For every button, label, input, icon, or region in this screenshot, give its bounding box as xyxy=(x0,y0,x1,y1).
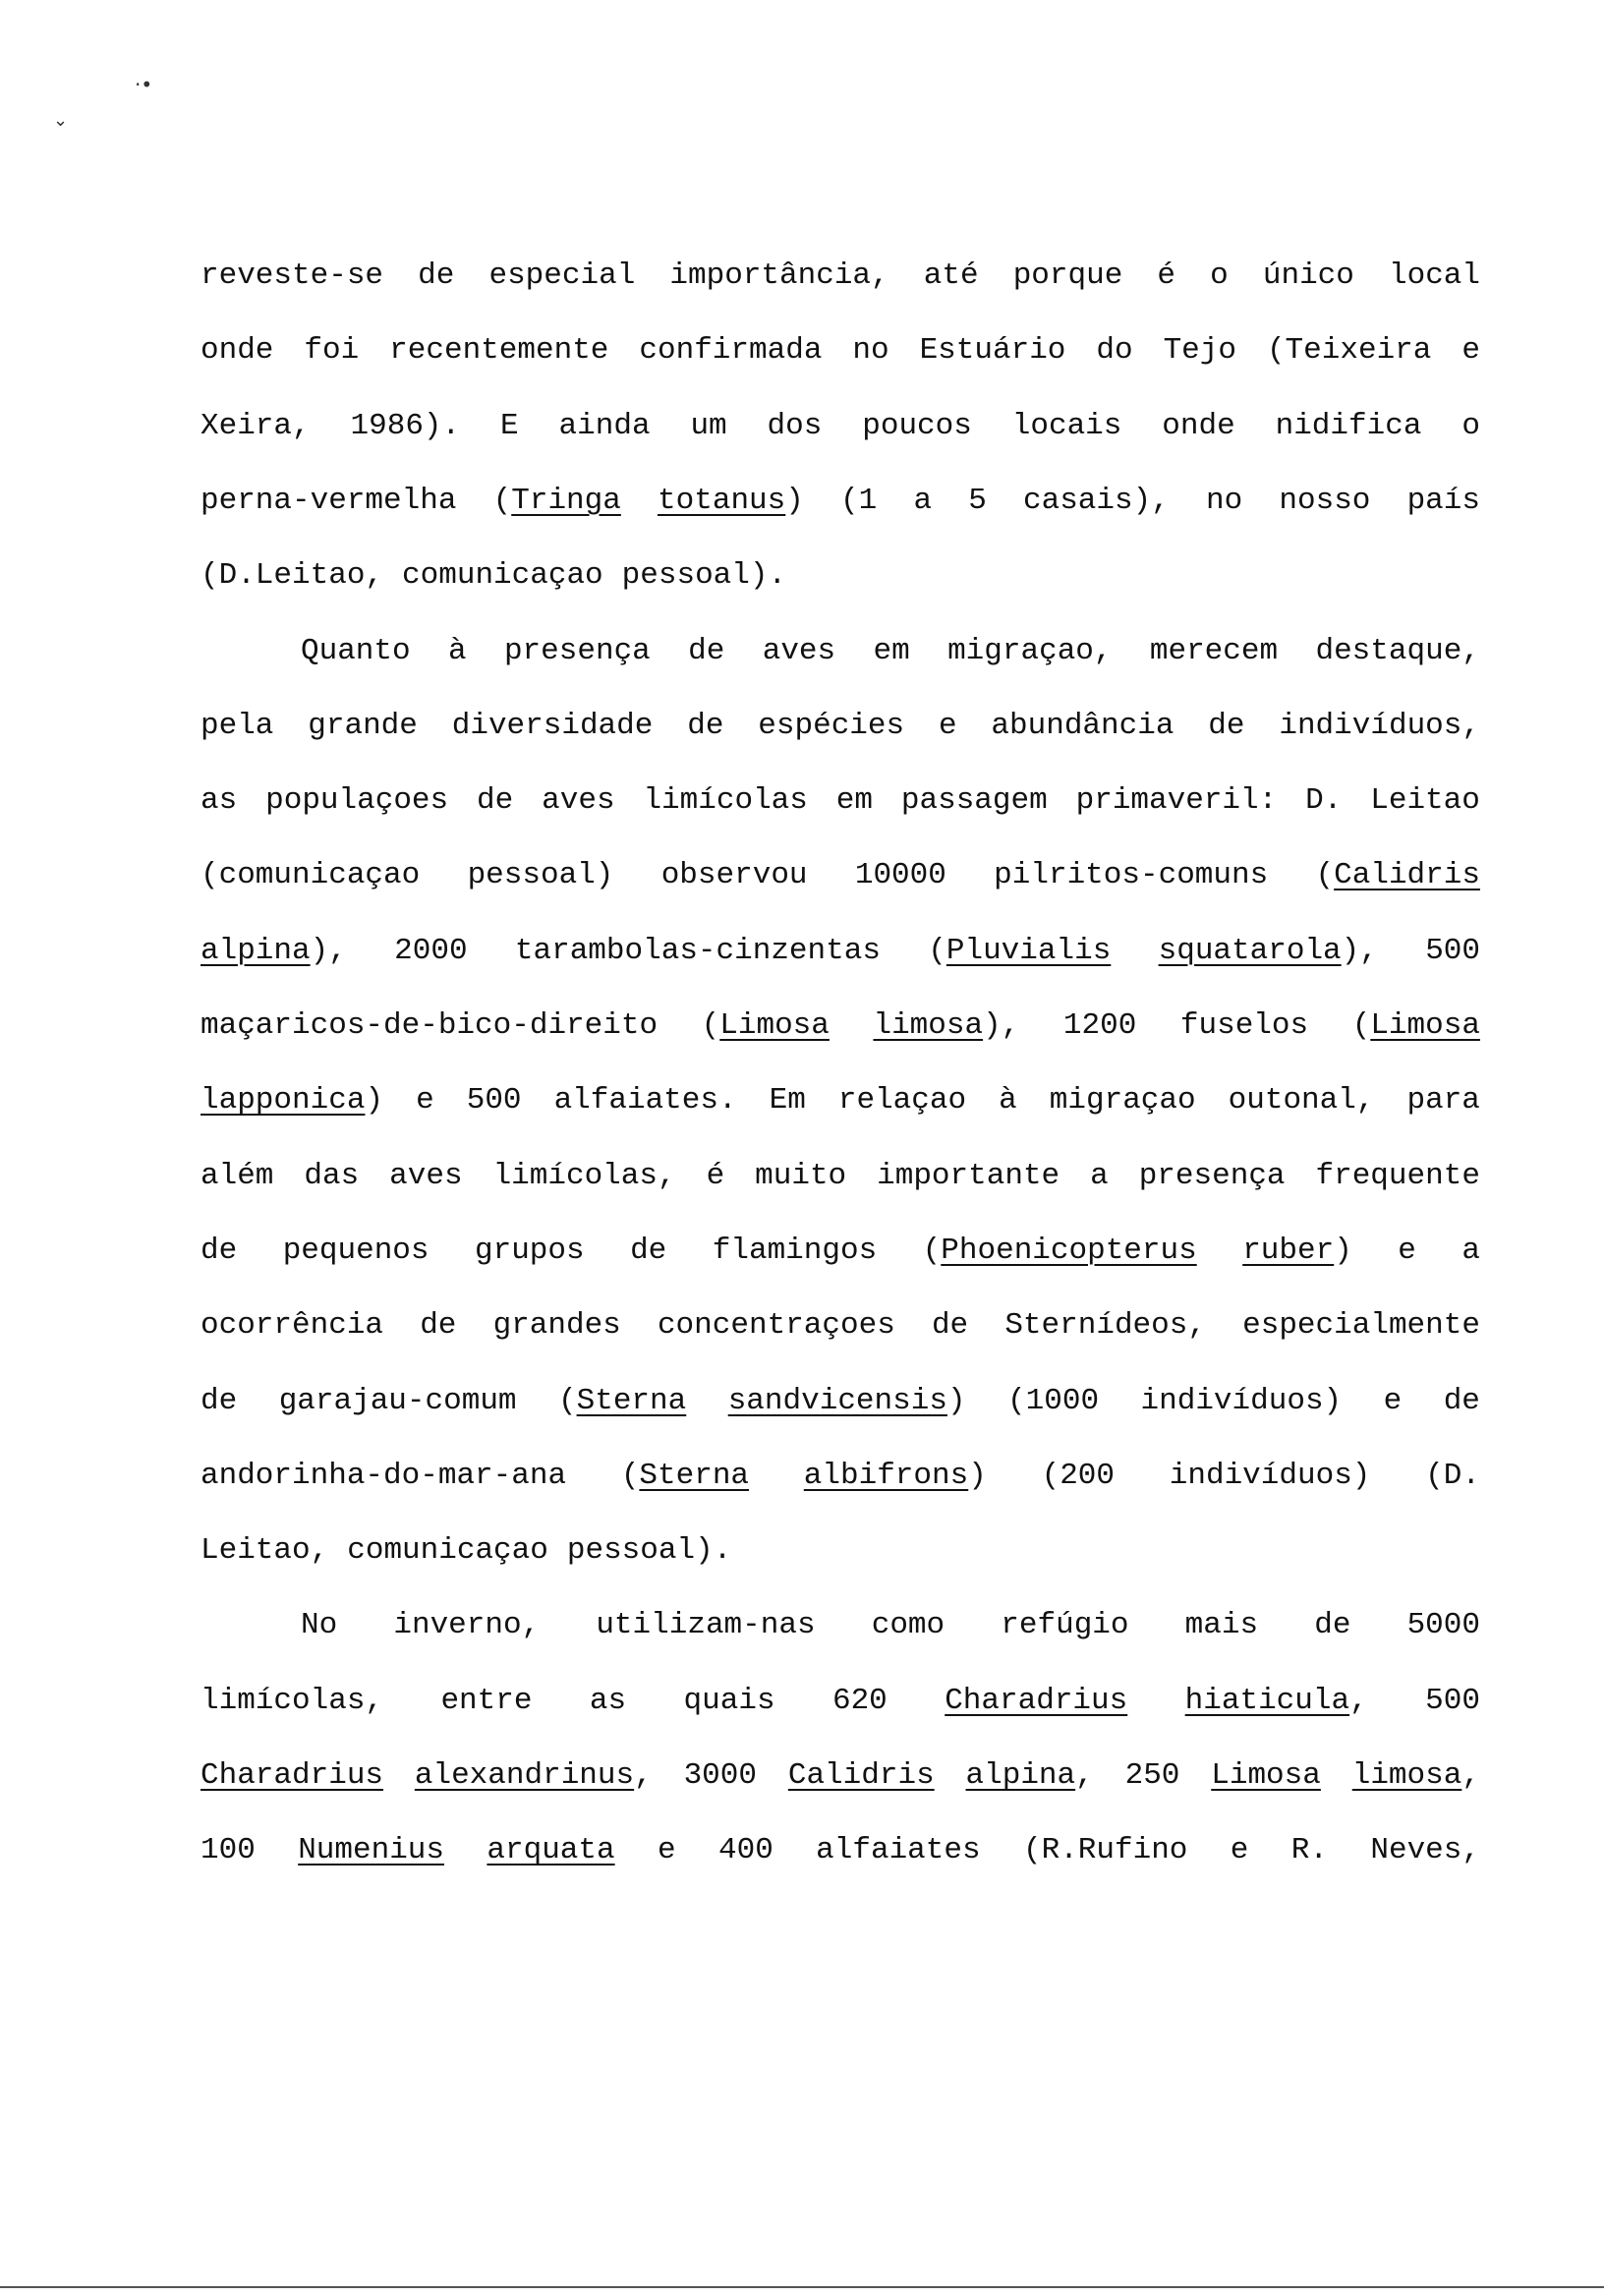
word: em xyxy=(835,783,873,819)
word: importância, xyxy=(669,258,889,293)
word: de xyxy=(1314,1608,1351,1643)
word: migraçao, xyxy=(947,633,1113,668)
word: nidifica xyxy=(1275,408,1422,443)
word: grande xyxy=(308,708,418,743)
punctuation: ) xyxy=(785,483,804,518)
text-line xyxy=(200,1076,1480,1125)
punctuation: ) xyxy=(1334,1233,1352,1268)
word: grandes xyxy=(492,1308,621,1344)
species-name: Charadrius xyxy=(200,1758,384,1793)
species-name: Sterna xyxy=(576,1383,687,1418)
word: das xyxy=(304,1158,360,1193)
text-line xyxy=(200,1152,1480,1201)
word xyxy=(200,1751,383,1801)
punctuation: , xyxy=(1461,1758,1480,1793)
word xyxy=(658,477,804,526)
word: andorinha-do-mar-ana xyxy=(200,1458,567,1493)
species-name: limosa xyxy=(1351,1758,1462,1793)
punctuation: ) xyxy=(365,1083,384,1119)
word: pessoal) xyxy=(467,858,614,893)
word xyxy=(804,1452,987,1501)
word: especial xyxy=(488,258,636,293)
punctuation: ), xyxy=(310,933,347,968)
word: único xyxy=(1262,258,1354,293)
word: de xyxy=(688,633,725,668)
text-line xyxy=(200,326,1480,375)
word: país xyxy=(1406,483,1480,518)
word: e xyxy=(938,708,957,743)
word xyxy=(415,1751,653,1801)
punctuation: ( xyxy=(1315,858,1335,893)
word: e xyxy=(1230,1833,1249,1868)
word: mais xyxy=(1184,1608,1259,1643)
word: E xyxy=(500,408,519,443)
word: indivíduos, xyxy=(1279,708,1480,743)
word: frequente xyxy=(1315,1158,1480,1193)
word: fuselos xyxy=(1179,1008,1309,1043)
word: alfaiates xyxy=(816,1833,981,1868)
word: 3000 xyxy=(683,1758,757,1793)
word: casais), xyxy=(1023,483,1170,518)
species-name: albifrons xyxy=(803,1458,969,1493)
word: migraçao xyxy=(1049,1083,1196,1119)
text-line xyxy=(200,1377,1480,1426)
word: e xyxy=(1398,1233,1416,1268)
word xyxy=(1242,1227,1352,1276)
word xyxy=(1352,1002,1480,1051)
text-line xyxy=(200,551,1480,601)
word: presença xyxy=(503,633,651,668)
word: de xyxy=(420,1308,457,1344)
word: e xyxy=(658,1833,676,1868)
species-name: sandvicensis xyxy=(727,1383,947,1418)
species-name: Tringa xyxy=(511,483,621,518)
word: ocorrência xyxy=(200,1308,384,1344)
word xyxy=(1316,851,1480,900)
word: 1986). xyxy=(350,408,461,443)
word: concentraçoes xyxy=(657,1308,895,1344)
text-line xyxy=(200,1002,1480,1051)
word: indivíduos) xyxy=(1140,1383,1343,1418)
word: onde xyxy=(1162,408,1235,443)
word xyxy=(928,927,1111,976)
word: 5000 xyxy=(1406,1608,1480,1643)
species-name: hiaticula xyxy=(1184,1683,1350,1718)
scan-mark-tick: ⌄ xyxy=(53,110,69,131)
text-line xyxy=(200,927,1480,976)
word: observou xyxy=(660,858,808,893)
word: até xyxy=(923,258,979,293)
species-name: squatarola xyxy=(1158,933,1342,968)
word: alfaiates. xyxy=(553,1083,737,1119)
word xyxy=(487,1826,614,1875)
punctuation: ( xyxy=(922,1233,942,1268)
word: perna-vermelha xyxy=(200,483,457,518)
word: (1000 xyxy=(1007,1383,1100,1418)
punctuation: , xyxy=(1075,1758,1094,1793)
punctuation: , xyxy=(1349,1683,1368,1718)
word: a xyxy=(1090,1158,1109,1193)
word: Xeira, xyxy=(200,408,311,443)
word: à xyxy=(447,633,467,668)
word: aves xyxy=(542,783,615,819)
word: um xyxy=(690,408,727,443)
word xyxy=(966,1751,1094,1801)
word: (D. xyxy=(1425,1458,1480,1493)
punctuation: ), xyxy=(983,1008,1020,1043)
species-name: Phoenicopterus xyxy=(941,1233,1197,1268)
text-line xyxy=(200,1526,1480,1576)
word xyxy=(728,1377,966,1426)
word: pela xyxy=(200,708,274,743)
word: além xyxy=(200,1158,274,1193)
word: de xyxy=(477,783,514,819)
species-name: totanus xyxy=(658,483,786,518)
species-name: Limosa xyxy=(1370,1008,1480,1043)
species-name: Limosa xyxy=(1211,1758,1321,1793)
word: nosso xyxy=(1279,483,1371,518)
word: (D.Leitao, xyxy=(200,558,384,594)
word: reveste-se xyxy=(200,258,384,293)
word: limícolas, xyxy=(492,1158,676,1193)
word: de xyxy=(1443,1383,1480,1418)
text-line xyxy=(200,477,1480,526)
text-line xyxy=(200,1452,1480,1501)
word: grupos xyxy=(474,1233,585,1268)
text-line xyxy=(200,402,1480,451)
word: recentemente xyxy=(389,333,609,369)
word: locais xyxy=(1011,408,1122,443)
word: confirmada xyxy=(639,333,823,369)
species-name: Sterna xyxy=(639,1458,750,1493)
word: inverno, xyxy=(393,1608,541,1643)
punctuation: ) xyxy=(946,1383,966,1418)
word: e xyxy=(1383,1383,1403,1418)
word: aves xyxy=(762,633,836,668)
word: diversidade xyxy=(451,708,654,743)
text-line xyxy=(200,776,1480,826)
word: as xyxy=(589,1683,627,1718)
word: muito xyxy=(755,1158,847,1193)
word: pessoal). xyxy=(566,1533,732,1569)
word: limícolas xyxy=(643,783,808,819)
word: comunicaçao xyxy=(347,1533,548,1569)
scan-mark-dot: ·• xyxy=(135,73,153,96)
word xyxy=(945,1677,1127,1726)
word: outonal, xyxy=(1228,1083,1375,1119)
word: poucos xyxy=(862,408,972,443)
word: utilizam-nas xyxy=(596,1608,816,1643)
word: comunicaçao xyxy=(402,558,603,594)
word: passagem xyxy=(900,783,1048,819)
species-name: ruber xyxy=(1242,1233,1335,1268)
word xyxy=(1211,1751,1321,1801)
word: (R.Rufino xyxy=(1022,1833,1188,1868)
word: 620 xyxy=(831,1683,888,1718)
word: é xyxy=(706,1158,725,1193)
punctuation: ( xyxy=(928,933,946,968)
word: porque xyxy=(1012,258,1123,293)
word: populaçoes xyxy=(265,783,449,819)
word: 500 xyxy=(1425,933,1480,968)
punctuation: ( xyxy=(492,483,512,518)
bottom-edge-rule xyxy=(0,2286,1604,2288)
word: (1 xyxy=(840,483,878,518)
word xyxy=(873,1002,1019,1051)
word: (200 xyxy=(1041,1458,1116,1493)
species-name: Charadrius xyxy=(945,1683,1128,1718)
word: dos xyxy=(767,408,823,443)
word: limícolas, xyxy=(200,1683,384,1718)
word: entre xyxy=(440,1683,533,1718)
word: merecem xyxy=(1149,633,1279,668)
species-name: Limosa xyxy=(719,1008,830,1043)
word: garajau-comum xyxy=(278,1383,517,1418)
word: pessoal). xyxy=(621,558,787,594)
punctuation: ) xyxy=(968,1458,987,1493)
word: 1200 xyxy=(1062,1008,1137,1043)
word: 100 xyxy=(200,1833,256,1868)
species-name: alpina xyxy=(965,1758,1076,1793)
word: as xyxy=(200,783,238,819)
word: destaque, xyxy=(1315,633,1480,668)
word: presença xyxy=(1138,1158,1286,1193)
word: Neves, xyxy=(1370,1833,1480,1868)
word: R. xyxy=(1290,1833,1328,1868)
word xyxy=(923,1227,1197,1276)
word: abundância xyxy=(991,708,1174,743)
word: para xyxy=(1406,1083,1480,1119)
word: local xyxy=(1388,258,1480,293)
word: 500 xyxy=(466,1083,522,1119)
word: 250 xyxy=(1124,1758,1180,1793)
species-name: limosa xyxy=(873,1008,984,1043)
text-line xyxy=(301,1601,1480,1650)
word: importante xyxy=(877,1158,1060,1193)
word xyxy=(621,1452,749,1501)
word: de xyxy=(931,1308,969,1344)
word: indivíduos) xyxy=(1169,1458,1371,1493)
word: 500 xyxy=(1425,1683,1480,1718)
word: Tejo xyxy=(1163,333,1236,369)
word: refúgio xyxy=(1001,1608,1129,1643)
word: em xyxy=(873,633,910,668)
word: quais xyxy=(683,1683,775,1718)
word: de xyxy=(418,258,455,293)
text-line xyxy=(200,1227,1480,1276)
word: espécies xyxy=(758,708,905,743)
word: onde xyxy=(200,333,274,369)
word: pilritos-comuns xyxy=(994,858,1269,893)
word: foi xyxy=(304,333,360,369)
word: Estuário xyxy=(919,333,1066,369)
word xyxy=(298,1826,444,1875)
word: Leitao xyxy=(1370,783,1480,819)
punctuation: ( xyxy=(558,1383,577,1418)
word: aves xyxy=(389,1158,463,1193)
word: especialmente xyxy=(1242,1308,1480,1344)
word: 5 xyxy=(968,483,987,518)
word: Sternídeos, xyxy=(1004,1308,1206,1344)
word: e xyxy=(1461,333,1480,369)
species-name: Calidris xyxy=(787,1758,935,1793)
word: de xyxy=(1208,708,1245,743)
word: de xyxy=(200,1233,238,1268)
word: D. xyxy=(1305,783,1343,819)
punctuation: ( xyxy=(620,1458,640,1493)
species-name: Pluvialis xyxy=(945,933,1112,968)
word: ainda xyxy=(558,408,651,443)
word: 400 xyxy=(717,1833,773,1868)
punctuation: ( xyxy=(1351,1008,1371,1043)
word: relaçao xyxy=(837,1083,967,1119)
word: como xyxy=(871,1608,945,1643)
species-name: arquata xyxy=(487,1833,615,1868)
word: e xyxy=(416,1083,434,1119)
word: de xyxy=(200,1383,238,1418)
word: no xyxy=(852,333,889,369)
word: 2000 xyxy=(394,933,468,968)
text-line xyxy=(200,252,1480,301)
word: Leitao, xyxy=(200,1533,329,1569)
word xyxy=(1185,1677,1368,1726)
word xyxy=(200,927,347,976)
word: Em xyxy=(769,1083,806,1119)
word: tarambolas-cinzentas xyxy=(514,933,881,968)
word: o xyxy=(1461,408,1480,443)
word: do xyxy=(1096,333,1133,369)
word: a xyxy=(913,483,933,518)
word xyxy=(702,1002,830,1051)
word: de xyxy=(630,1233,667,1268)
text-line xyxy=(200,1677,1480,1726)
species-name: lapponica xyxy=(200,1083,366,1119)
word: flamingos xyxy=(712,1233,878,1268)
text-line xyxy=(200,702,1480,751)
punctuation: ( xyxy=(701,1008,720,1043)
species-name: Calidris xyxy=(1334,858,1480,893)
word xyxy=(788,1751,935,1801)
word: maçaricos-de-bico-direito xyxy=(200,1008,659,1043)
word: no xyxy=(1206,483,1243,518)
word: primaveril: xyxy=(1075,783,1278,819)
word: (comunicaçao xyxy=(200,858,421,893)
word: de xyxy=(687,708,724,743)
species-name: alexandrinus xyxy=(414,1758,635,1793)
text-line xyxy=(301,627,1480,676)
word: pequenos xyxy=(282,1233,430,1268)
word: a xyxy=(1461,1233,1480,1268)
word xyxy=(558,1377,686,1426)
word: à xyxy=(999,1083,1017,1119)
word xyxy=(493,477,621,526)
word: Quanto xyxy=(301,633,411,668)
text-line xyxy=(200,1826,1480,1875)
word xyxy=(1159,927,1378,976)
word xyxy=(1352,1751,1480,1801)
word: é xyxy=(1157,258,1176,293)
text-line xyxy=(200,851,1480,900)
word xyxy=(200,1076,383,1125)
punctuation: , xyxy=(634,1758,653,1793)
word: No xyxy=(301,1608,338,1643)
text-line xyxy=(200,1301,1480,1350)
species-name: alpina xyxy=(200,933,311,968)
punctuation: ), xyxy=(1341,933,1378,968)
word: 10000 xyxy=(854,858,946,893)
species-name: Numenius xyxy=(298,1833,445,1868)
word: o xyxy=(1210,258,1229,293)
text-line xyxy=(200,1751,1480,1801)
word: (Teixeira xyxy=(1266,333,1432,369)
